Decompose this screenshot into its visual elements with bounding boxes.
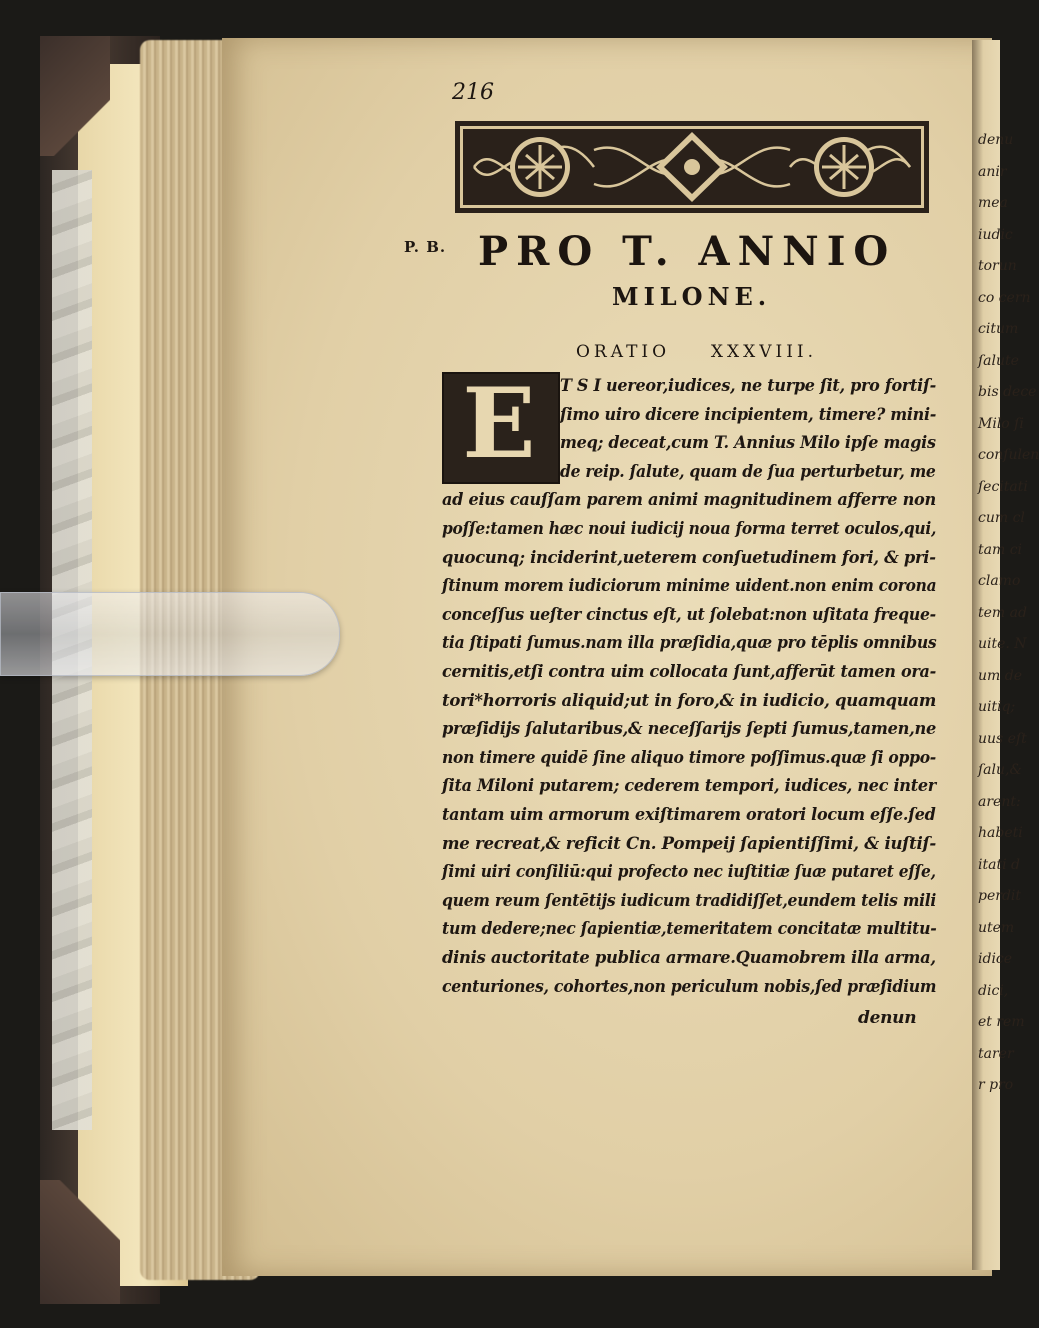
facing-page-fragment: conſulen — [978, 447, 1039, 463]
text-line: quocunq; inciderint,ueterem conſuetudinem fori, & pri- — [442, 547, 936, 568]
facing-page-fragment: denu — [978, 132, 1014, 148]
facing-page-fragment: bis dece — [978, 384, 1037, 400]
page-number: 216 — [452, 80, 494, 105]
text-line: ad eius cauſſam parem animi magnitudinem afferre non — [442, 490, 936, 511]
text-line: cernitis,etſi contra uim collocata ſunt,afferūt tamen ora- — [442, 662, 936, 682]
facing-page-fragment: um de — [978, 667, 1022, 684]
leather-corner-top — [40, 36, 110, 156]
text-line: centuriones, cohortes,non periculum nobis,ſed præſidium — [442, 976, 937, 997]
oration-label: ORATIO — [576, 342, 671, 362]
facing-page-fragment: r pro — [978, 1077, 1014, 1093]
text-line: tantam uim armorum exiſtimarem oratori locum eſſe.ſed — [442, 805, 936, 825]
facing-page-fragment: uitiq; — [978, 699, 1016, 715]
text-line: T S I uereor,iudices, ne turpe ſit, pro fortiſ- — [560, 376, 936, 396]
text-line: tori*horroris aliquid;ut in foro,& in iudicio, quamquam — [442, 690, 937, 711]
text-line: tia ſtipati ſumus.nam illa præſidia,quæ pro tēplis omnibus — [442, 633, 937, 654]
ornamental-headpiece — [454, 120, 930, 214]
facing-page-fragment: habeti — [978, 825, 1023, 841]
facing-page-fragment: Milo ſi — [978, 415, 1024, 432]
facing-page-fragment: uite. N — [978, 636, 1027, 652]
facing-page-fragment: tem ad — [978, 604, 1027, 621]
facing-page-fragment: arent: — [978, 793, 1021, 810]
facing-page-fragment: anir — [978, 163, 1007, 180]
text-line: ſtinum morem iudiciorum minime uident.non enim corona — [442, 576, 937, 597]
facing-page-fragment: et rem — [978, 1014, 1025, 1030]
facing-page-fragment: itati d — [978, 856, 1020, 873]
text-line: ſimi uiri conſiliū:qui profecto nec iuſtitiæ ſuæ putaret eſſe, — [442, 862, 936, 883]
title-line-2: MILONE. — [612, 282, 772, 311]
decorated-initial: E — [462, 367, 536, 480]
facing-page-fragment: co cern — [978, 289, 1031, 306]
catchword: denun — [858, 1008, 917, 1028]
title-line-1: PRO T. ANNIO — [478, 228, 897, 275]
text-line: dinis auctoritate publica armare.Quamobrem illa arma, — [442, 948, 936, 968]
facing-page-fragment: citum — [978, 321, 1019, 337]
facing-page-fragment: torun — [978, 258, 1017, 274]
facing-page-fragment: clamo — [978, 573, 1021, 589]
bookmark — [0, 592, 340, 676]
facing-page-fragment: dici, — [978, 982, 1009, 999]
facing-page-fragment: cum cl — [978, 510, 1025, 526]
text-line: tum dedere;nec ſapientiæ,temeritatem concitatæ multitu- — [442, 919, 937, 940]
facing-page-fragment: perdit — [978, 888, 1022, 904]
facing-page-fragment: ſalu,& — [978, 762, 1022, 778]
facing-page-fragment: iudic — [978, 226, 1013, 243]
facing-page-fragment: ſalute — [978, 352, 1019, 369]
oration-heading — [576, 342, 817, 362]
facing-page-fragment: idice — [978, 951, 1013, 967]
text-line: conceſſus ueſter cinctus eſt, ut ſolebat:non uſitata freque- — [442, 604, 936, 625]
text-line: de reip. ſalute, quam de ſua perturbetur, me — [560, 461, 936, 482]
facing-page-fragment: uus eſt — [978, 730, 1027, 747]
text-line: non timere quidē ſine aliquo timore poſſimus.quæ ſi oppo- — [442, 747, 936, 768]
text-line: meq; deceat,cum T. Annius Milo ipſe magis — [560, 433, 936, 454]
text-line: ſita Miloni putarem; cederem tempori, iudices, nec inter — [442, 776, 936, 797]
oration-number: XXXVIII. — [710, 342, 818, 362]
facing-page-fragment: ſecitati — [978, 478, 1028, 495]
text-line: poſſe:tamen hæc noui iudicij noua forma terret oculos,qui, — [442, 519, 937, 539]
text-line: quem reum ſentētijs iudicum tradidiſſet,eundem telis mili — [442, 890, 937, 911]
leather-corner-bottom — [40, 1180, 120, 1304]
facing-page-fragment: mea — [978, 195, 1008, 211]
text-line: me recreat,& reficit Cn. Pompeij ſapientiſſimi, & iuſtiſ- — [442, 833, 936, 854]
facing-page-fragment: tarer — [978, 1045, 1014, 1062]
book-page — [222, 38, 992, 1276]
facing-page-fragment: utem — [978, 919, 1015, 936]
siglum: P. B. — [404, 238, 447, 256]
text-line: ſimo uiro dicere incipientem, timere? mini- — [560, 404, 937, 425]
facing-page-fragment: tam ci — [978, 541, 1023, 558]
text-line: præſidijs ſalutaribus,& neceſſarijs ſepti ſumus,tamen,ne — [442, 719, 936, 740]
